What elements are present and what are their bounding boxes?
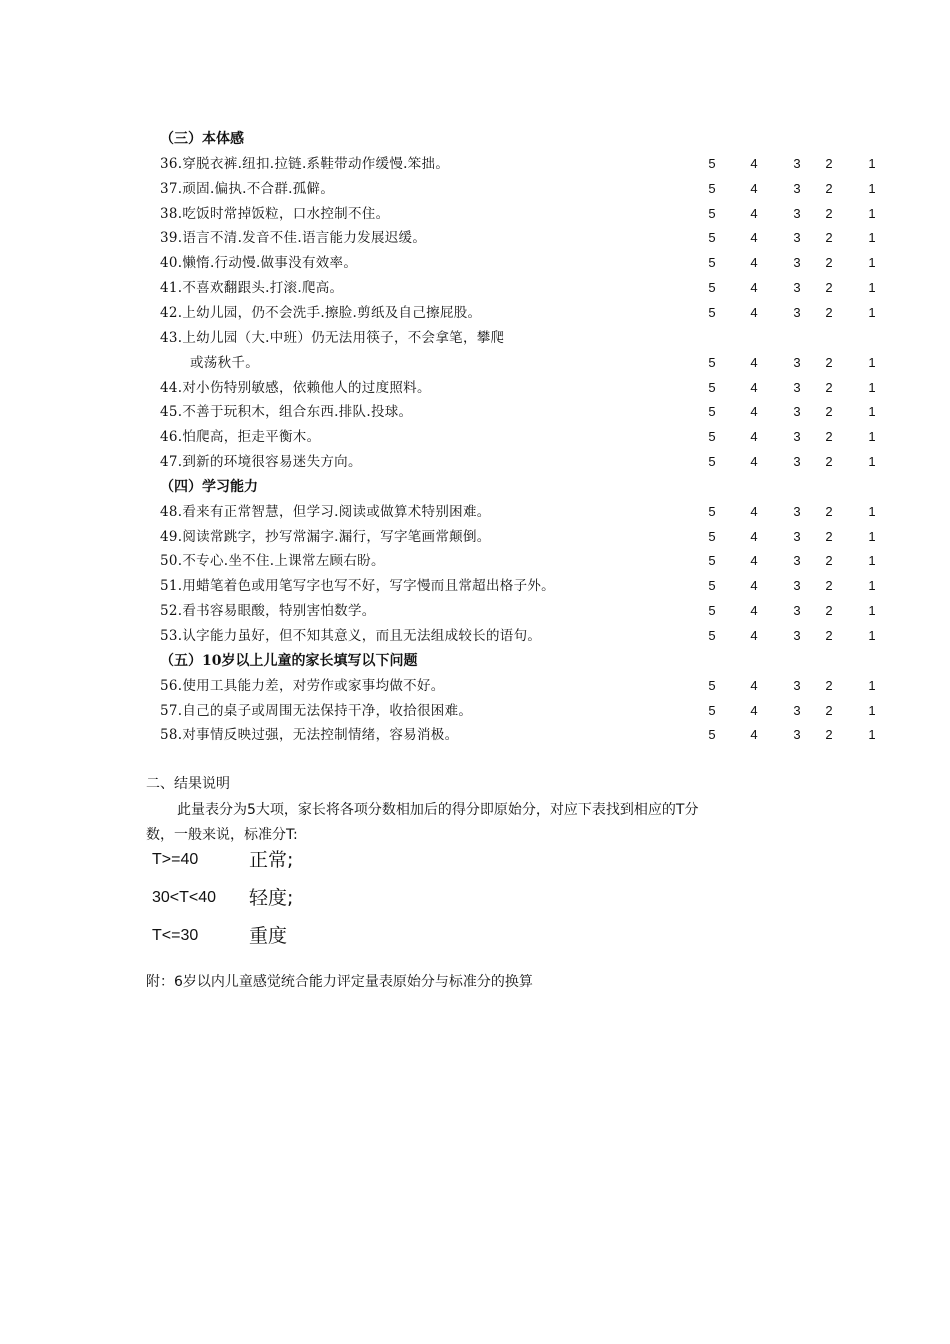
score-option: 2	[825, 603, 833, 619]
question-text: 53.认字能力虽好，但不知其意义，而且无法组成较长的语句。	[160, 628, 542, 644]
score-option: 2	[825, 404, 833, 420]
question-row	[0, 301, 950, 325]
score-option: 1	[868, 379, 876, 395]
score-option: 4	[750, 354, 758, 370]
question-row	[0, 450, 950, 474]
score-option: 2	[825, 205, 833, 221]
question-row	[0, 599, 950, 623]
score-option: 2	[825, 180, 833, 196]
score-option: 1	[868, 702, 876, 718]
section-row	[0, 127, 950, 151]
section-heading: （四）学习能力	[160, 478, 258, 495]
score-option: 3	[793, 677, 801, 693]
score-option: 2	[825, 628, 833, 643]
score-option: 5	[708, 155, 716, 171]
score-option: 2	[825, 304, 833, 320]
score-option: 5	[708, 628, 716, 643]
score-option: 3	[793, 454, 801, 470]
score-option: 5	[708, 528, 716, 544]
question-row	[0, 624, 950, 648]
score-option: 2	[825, 503, 833, 519]
criterion-condition: 30<T<40	[152, 889, 217, 906]
score-option: 5	[708, 354, 716, 370]
score-option: 5	[708, 503, 716, 519]
score-option: 5	[708, 578, 716, 594]
results-paragraph-line2: 数，一般来说，标准分T:	[146, 827, 298, 843]
question-text: 40.懒惰.行动慢.做事没有效率。	[160, 255, 358, 272]
question-row	[0, 699, 950, 723]
score-option: 2	[825, 230, 833, 246]
score-option: 4	[750, 603, 758, 619]
score-option: 1	[868, 205, 876, 221]
question-row	[0, 549, 950, 573]
score-option: 3	[793, 603, 801, 619]
score-option: 4	[750, 503, 758, 519]
score-option: 2	[825, 727, 833, 743]
question-text: 56.使用工具能力差，对劳作或家事均做不好。	[160, 677, 445, 694]
score-option: 3	[793, 429, 801, 445]
score-option: 2	[825, 454, 833, 470]
score-option: 4	[750, 429, 758, 445]
score-option: 1	[868, 255, 876, 271]
score-option: 4	[750, 230, 758, 246]
score-option: 3	[793, 404, 801, 420]
score-option: 2	[825, 578, 833, 594]
score-option: 5	[708, 255, 716, 271]
score-option: 3	[793, 304, 801, 320]
score-option: 5	[708, 603, 716, 619]
question-text: 50.不专心.坐不住.上课常左顾右盼。	[160, 553, 385, 570]
score-option: 3	[793, 379, 801, 395]
score-option: 4	[750, 578, 758, 594]
score-option: 1	[868, 280, 876, 296]
question-row	[0, 226, 950, 250]
criterion-condition: T>=40	[152, 851, 199, 868]
criterion-condition: T<=30	[152, 927, 199, 944]
question-row	[0, 152, 950, 176]
score-option: 4	[750, 379, 758, 395]
score-option: 3	[793, 205, 801, 221]
score-option: 1	[868, 404, 876, 420]
score-option: 1	[868, 180, 876, 196]
score-option: 4	[750, 180, 758, 196]
question-text: 48.看来有正常智慧，但学习.阅读或做算术特别困难。	[160, 503, 491, 520]
question-row	[0, 574, 950, 598]
score-option: 2	[825, 255, 833, 271]
score-option: 5	[708, 454, 716, 470]
question-row	[0, 251, 950, 275]
criterion-level: 轻度;	[249, 887, 294, 909]
score-option: 5	[708, 702, 716, 718]
score-option: 3	[793, 503, 801, 519]
score-option: 4	[750, 280, 758, 296]
question-row	[0, 400, 950, 424]
score-option: 2	[825, 155, 833, 171]
question-text: 41.不喜欢翻跟头.打滚.爬高。	[160, 280, 344, 297]
question-text-continuation: 或荡秋千。	[190, 354, 259, 371]
question-row	[0, 723, 950, 747]
score-option: 1	[868, 528, 876, 544]
score-option: 1	[868, 429, 876, 445]
score-option: 2	[825, 677, 833, 693]
score-option: 4	[750, 454, 758, 470]
score-option: 1	[868, 304, 876, 320]
score-option: 2	[825, 553, 833, 569]
score-option: 3	[793, 702, 801, 718]
score-option: 5	[708, 727, 716, 743]
question-row	[0, 326, 950, 350]
score-option: 4	[750, 528, 758, 544]
score-option: 3	[793, 354, 801, 370]
score-option: 4	[750, 702, 758, 718]
question-text: 57.自己的桌子或周围无法保持干净，收拾很困难。	[160, 702, 473, 719]
question-text: 36.穿脱衣裤.纽扣.拉链.系鞋带动作缓慢.笨拙。	[160, 155, 450, 172]
criterion-level: 正常;	[249, 849, 294, 871]
score-option: 5	[708, 280, 716, 296]
criterion-row	[0, 845, 950, 875]
score-option: 1	[868, 454, 876, 470]
score-option: 2	[825, 528, 833, 544]
score-option: 3	[793, 230, 801, 246]
score-option: 2	[825, 702, 833, 718]
criterion-row	[0, 883, 950, 913]
question-row	[0, 376, 950, 400]
score-option: 2	[825, 379, 833, 395]
score-option: 4	[750, 155, 758, 171]
score-option: 5	[708, 230, 716, 246]
question-text: 39.语言不清.发音不佳.语言能力发展迟缓。	[160, 230, 427, 247]
section-row	[0, 649, 950, 673]
score-option: 5	[708, 180, 716, 196]
score-option: 1	[868, 603, 876, 619]
score-option: 3	[793, 155, 801, 171]
score-option: 1	[868, 628, 876, 643]
score-option: 1	[868, 578, 876, 594]
score-option: 4	[750, 304, 758, 320]
score-option: 1	[868, 677, 876, 693]
question-text: 43.上幼儿园（大.中班）仍无法用筷子，不会拿笔，攀爬	[160, 329, 505, 346]
score-option: 1	[868, 354, 876, 370]
score-option: 5	[708, 304, 716, 320]
section-heading: （三）本体感	[160, 131, 244, 147]
score-option: 1	[868, 155, 876, 171]
question-row-continuation	[0, 351, 950, 375]
score-option: 3	[793, 180, 801, 196]
score-option: 2	[825, 280, 833, 296]
question-text: 44.对小伤特别敏感，依赖他人的过度照料。	[160, 379, 431, 396]
section-heading: （五）10岁以上儿童的家长填写以下问题	[160, 652, 418, 669]
question-row	[0, 276, 950, 300]
score-option: 4	[750, 553, 758, 569]
score-option: 4	[750, 205, 758, 221]
question-row	[0, 525, 950, 549]
results-title: 二、结果说明	[146, 776, 230, 792]
question-text: 51.用蜡笔着色或用笔写字也写不好，写字慢而且常超出格子外。	[160, 578, 555, 595]
question-row	[0, 425, 950, 449]
score-option: 3	[793, 578, 801, 594]
question-text: 46.怕爬高，拒走平衡木。	[160, 429, 321, 446]
score-option: 5	[708, 379, 716, 395]
score-option: 2	[825, 429, 833, 445]
score-option: 3	[793, 528, 801, 544]
question-row	[0, 177, 950, 201]
score-option: 4	[750, 404, 758, 420]
question-row	[0, 674, 950, 698]
score-option: 5	[708, 677, 716, 693]
score-option: 2	[825, 354, 833, 370]
score-option: 3	[793, 727, 801, 743]
criterion-level: 重度	[249, 925, 288, 947]
question-text: 45.不善于玩积木，组合东西.排队.投球。	[160, 404, 413, 421]
appendix-note: 附：6岁以内儿童感觉统合能力评定量表原始分与标准分的换算	[146, 974, 533, 990]
score-option: 4	[750, 628, 758, 643]
score-option: 5	[708, 404, 716, 420]
question-text: 37.顽固.偏执.不合群.孤僻。	[160, 180, 335, 197]
score-option: 4	[750, 255, 758, 271]
score-option: 4	[750, 727, 758, 743]
question-row	[0, 500, 950, 524]
results-paragraph-line1: 此量表分为5大项，家长将各项分数相加后的得分即原始分，对应下表找到相应的T分	[177, 802, 699, 818]
score-option: 1	[868, 230, 876, 246]
score-option: 4	[750, 677, 758, 693]
question-text: 38.吃饭时常掉饭粒，口水控制不住。	[160, 205, 390, 222]
criterion-row	[0, 921, 950, 951]
section-row	[0, 475, 950, 499]
score-option: 3	[793, 255, 801, 271]
score-option: 5	[708, 553, 716, 569]
score-option: 3	[793, 280, 801, 296]
score-option: 1	[868, 553, 876, 569]
question-row	[0, 202, 950, 226]
score-option: 5	[708, 205, 716, 221]
question-text: 49.阅读常跳字，抄写常漏字.漏行，写字笔画常颠倒。	[160, 528, 491, 545]
score-option: 5	[708, 429, 716, 445]
score-option: 3	[793, 628, 801, 643]
question-text: 42.上幼儿园，仍不会洗手.擦脸.剪纸及自己擦屁股。	[160, 304, 482, 321]
score-option: 3	[793, 553, 801, 569]
question-text: 47.到新的环境很容易迷失方向。	[160, 454, 362, 471]
question-text: 52.看书容易眼酸，特别害怕数学。	[160, 603, 376, 620]
question-text: 58.对事情反映过强，无法控制情绪，容易消极。	[160, 727, 459, 744]
score-option: 1	[868, 727, 876, 743]
score-option: 1	[868, 503, 876, 519]
